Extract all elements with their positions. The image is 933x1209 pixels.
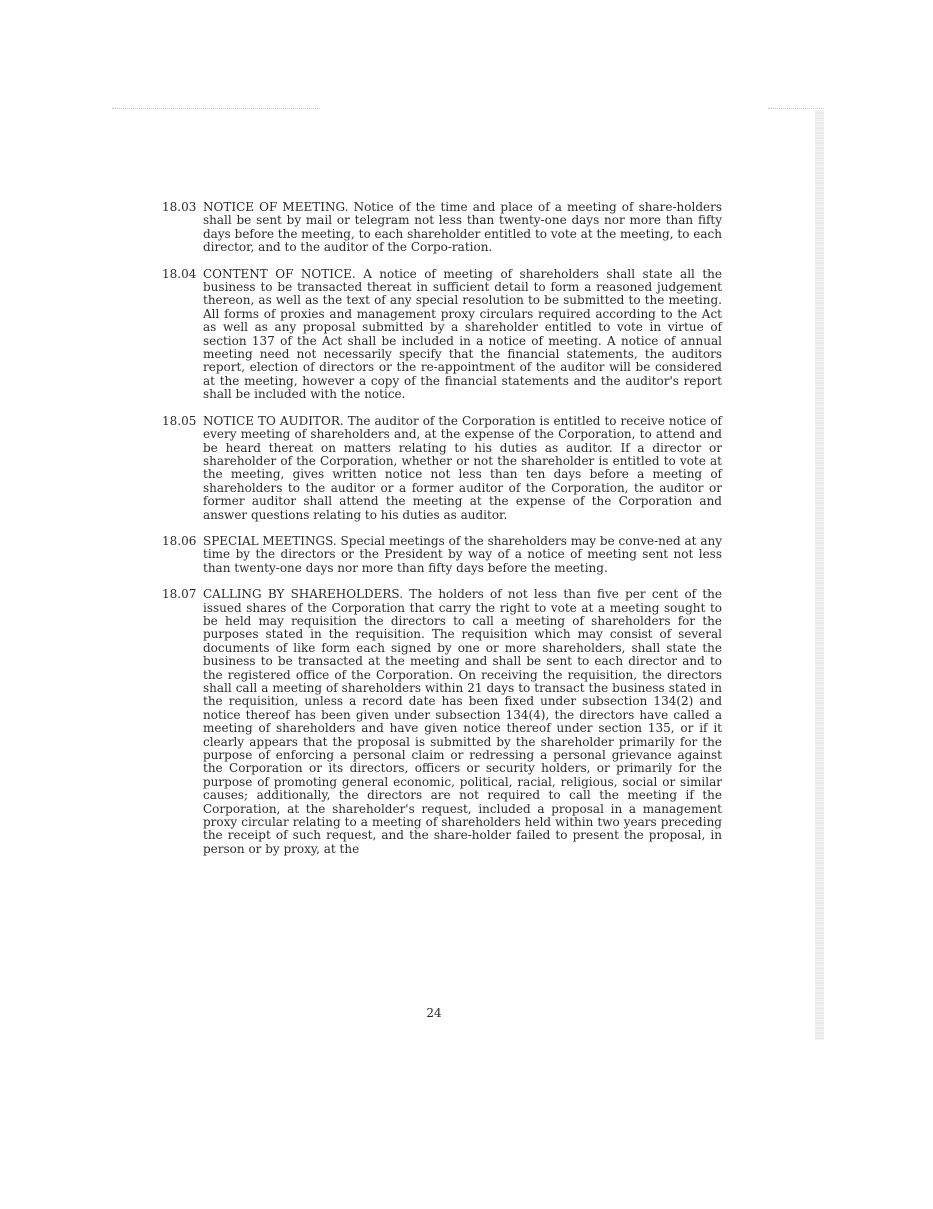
- clause-text: Special meetings of the shareholders may be conve-ned at any time by the directors or the President by way of a notice of meeting sent not less than twenty-one days nor more than fifty days before the meeting.: [203, 533, 722, 575]
- scan-artifact-top-left: [112, 108, 320, 109]
- clause-number: 18.03: [162, 200, 197, 214]
- scan-edge-shadow: [815, 110, 824, 1040]
- clause-body: [203, 535, 722, 575]
- clause-heading: NOTICE OF MEETING.: [203, 200, 349, 214]
- clause-text: The auditor of the Corporation is entitled to receive notice of every meeting of shareholders and, at the expense of the Corporation, to attend and be heard thereat on matters relating to his duties as auditor. If a director or shareholder of the Corporation, whether or not the shareholder is entitled to vote at the meeting, gives written notice not less than ten days before a meeting of shareholders to the auditor or a former auditor of the Corporation, the auditor or former auditor shall attend the meeting at the expense of the Corporation and answer questions relating to his duties as auditor.: [203, 413, 722, 522]
- clause-text: Notice of the time and place of a meeting of share-holders shall be sent by mail or telegram not less than twenty-one days nor more than fifty days before the meeting, to each shareholder entitled to vote at the meeting, to each director, and to the auditor of the Corpo-ration.: [203, 200, 722, 255]
- clause-18-04: [162, 268, 722, 402]
- clause-number: 18.07: [162, 587, 197, 602]
- clause-number: 18.04: [162, 266, 197, 281]
- clause-body: [203, 268, 722, 402]
- clause-18-05: [162, 415, 722, 522]
- clause-text: A notice of meeting of shareholders shall state all the business to be transacted thereat in sufficient detail to form a reasoned judgement thereon, as well as the text of any special resolution to be submitted to the meeting. All forms of proxies and management proxy circulars required according to the Act as well as any proposal submitted by a shareholder entitled to vote in virtue of section 137 of the Act shall be included in a notice of meeting. A notice of annual meeting need not necessarily specify that the financial statements, the auditors report, election of directors or the re-appointment of the auditor will be considered at the meeting, however a copy of the financial statements and the auditor's report shall be included with the notice.: [203, 266, 722, 402]
- clause-body: [203, 588, 722, 856]
- page-number: 24: [426, 1006, 442, 1020]
- clause-18-06: [162, 535, 722, 575]
- clause-text: The holders of not less than five per cent of the issued shares of the Corporation that carry the right to vote at a meeting sought to be held may requisition the directors to call a meeting of shareholders for the purposes stated in the requisition. The requisition which may consist of several documents of like form each signed by one or more shareholders, shall state the business to be transacted at the meeting and shall be sent to each director and to the registered office of the Corporation. On receiving the requisition, the directors shall call a meeting of shareholders within 21 days to transact the business stated in the requisition, unless a record date has been fixed under subsection 134(2) and notice thereof has been given under subsection 134(4), the directors have called a meeting of shareholders and have given notice thereof under section 135, or if it clearly appears that the proposal is submitted by the shareholder primarily for the purpose of enforcing a personal claim or redressing a personal grievance against the Corporation or its directors, officers or security holders, or primarily for the purpose of promoting general economic, political, racial, religious, social or similar causes; additionally, the directors are not required to call the meeting if the Corporation, at the shareholder's request, included a proposal in a management proxy circular relating to a meeting of shareholders held within two years preceding the receipt of such request, and the share-holder failed to present the proposal, in person or by proxy, at the: [203, 587, 722, 856]
- clause-number: 18.05: [162, 413, 197, 428]
- clause-heading: SPECIAL MEETINGS.: [203, 533, 337, 548]
- clause-heading: NOTICE TO AUDITOR.: [203, 413, 344, 428]
- clause-18-07: [162, 588, 722, 856]
- page-body: [162, 201, 722, 869]
- clause-heading: CALLING BY SHAREHOLDERS.: [203, 587, 404, 602]
- clause-18-03: [162, 201, 722, 255]
- clause-body: [203, 201, 722, 255]
- clause-body: [203, 415, 722, 522]
- scan-artifact-top-right: [768, 108, 824, 109]
- clause-heading: CONTENT OF NOTICE.: [203, 266, 356, 281]
- clause-number: 18.06: [162, 533, 197, 548]
